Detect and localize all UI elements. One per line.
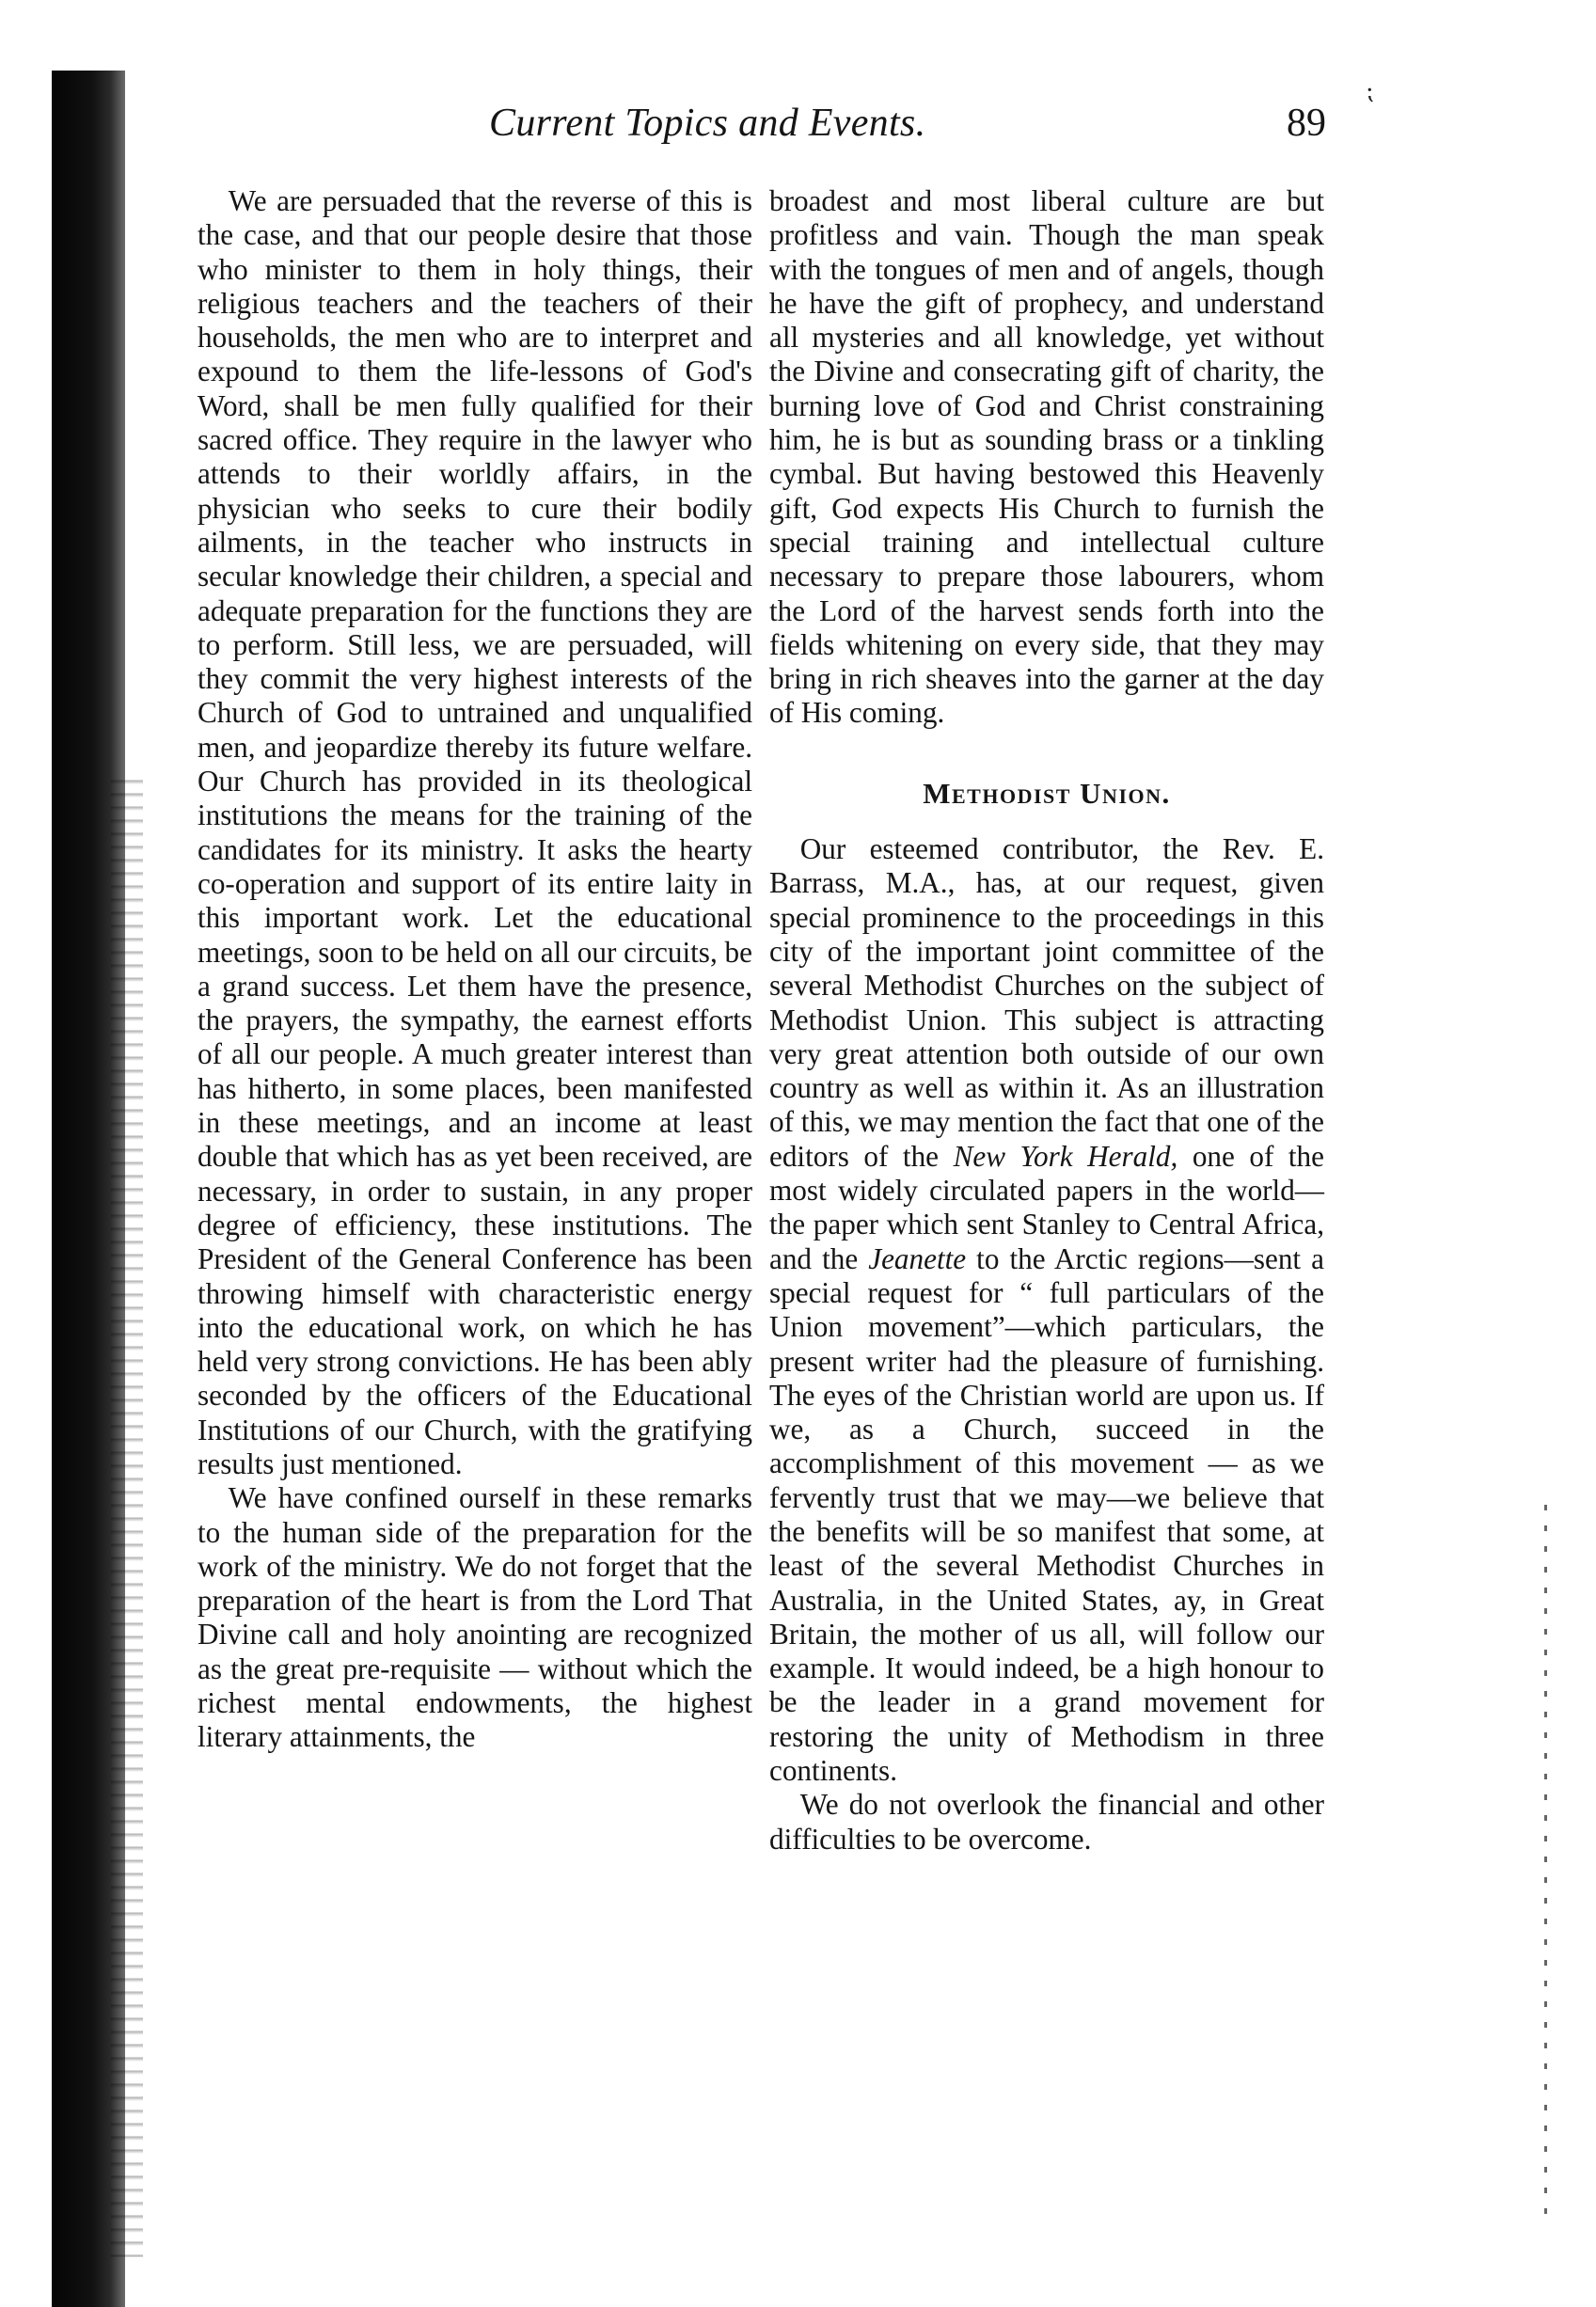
paragraph-culture-continuation: broadest and most liberal culture are but profitless and vain. Though the man speak with the tongues of men and of angels, though he have the gift of prophecy, and understand all mysteries and all knowledge, yet without the Divine and consecrating gift of charity, the burning love of God and Christ constraining him, he is but as sounding brass or a tinkling cymbal. But having bestowed this Heavenly gift, God expects His Church to furnish the special training and intellectual culture necessary to prepare those labourers, whom the Lord of the harvest sends forth into the fields whitening on every side, that they may bring in rich sheaves into the garner at the day of His coming. bbox=[769, 184, 1324, 730]
page-number: 89 bbox=[1287, 102, 1326, 145]
right-column bbox=[769, 184, 1324, 1857]
margin-mark: ⁏ bbox=[1366, 77, 1374, 104]
paragraph-text: to the Arctic regions—sent a special request for “ full particulars of the Union movement”—which particulars, the present writer had the pleasure of furnishing. The eyes of the Christian world are upon us. If we, as a Church, succeed in the accomplishment of this movement — as we fervently trust that we may—we believe that the benefits will be so manifest that some, at least of the several Methodist Churches in Australia, in the United States, ay, in Great Britain, the mother of us all, will follow our example. It would indeed, be a high honour to be the leader in a grand movement for restoring the unity of Methodism in three continents. bbox=[769, 1241, 1324, 1788]
paragraph-human-side: We have confined ourself in these remarks to the human side of the preparation for the work of the ministry. We do not forget that the preparation of the heart is from the Lord That Divine call and holy anointing are recognized as the great pre-requisite — without which the richest mental endowments, the highest literary attainments, the bbox=[198, 1481, 752, 1754]
paragraph-text: Our esteemed contributor, the Rev. E. Barrass, M.A., has, at our request, given special prominence to the proceedings in this city of the important joint committee of the several Methodist Churches on the subject of Methodist Union. This subject is attracting very great attention both outside of our own country as well as within it. As an illustration of this, we may mention the fact that one of the editors of the bbox=[769, 832, 1324, 1173]
newspaper-title: New York Herald, bbox=[953, 1139, 1178, 1173]
running-head bbox=[489, 101, 1326, 157]
binding-shadow-speckle bbox=[111, 771, 143, 2257]
paragraph-minister-training: We are persuaded that the reverse of this is the case, and that our people desire that those who minister to them in holy things, their religious teachers and the teachers of their households, the men who are to interpret and expound to them the life-lessons of God's Word, shall be men fully qualified for their sacred office. They require in the lawyer who attends to their worldly affairs, in the physician who seeks to cure their bodily ailments, in the teacher who instructs in secular knowledge their children, a special and adequate preparation for the functions they are to perform. Still less, we are persuaded, will they commit the very highest interests of the Church of God to untrained and unqualified men, and jeopardize thereby its future welfare. Our Church has provided in its theological institutions the means for the training of the candidates for its ministry. It asks the hearty co-operation and support of its entire laity in this important work. Let the educational meetings, soon to be held on all our circuits, be a grand success. Let them have the presence, the prayers, the sympathy, the earnest efforts of all our people. A much greater interest than has hitherto, in some places, been manifested in these meetings, and an income at least double that which has as yet been received, are necessary, in order to sustain, in any proper degree of efficiency, these institutions. The President of the General Conference has been throwing himself with characteristic energy into the educational work, on which he has held very strong convictions. He has been ably seconded by the officers of the Educational Institutions of our Church, with the gratifying results just mentioned. bbox=[198, 184, 752, 1480]
left-column bbox=[198, 184, 752, 1755]
ship-name: Jeanette bbox=[868, 1241, 967, 1275]
right-margin-marks bbox=[1544, 1505, 1547, 2220]
paragraph-financial-difficulties: We do not overlook the financial and other difficulties to be overcome. bbox=[769, 1788, 1324, 1856]
paragraph-text: one of the most widely circulated papers in the world—the paper which sent Stanley to Central Africa, and the bbox=[769, 1139, 1324, 1275]
running-title: Current Topics and Events. bbox=[489, 102, 926, 145]
section-heading-methodist-union: Methodist Union. bbox=[923, 776, 1171, 810]
paragraph-methodist-union bbox=[769, 832, 1324, 1788]
